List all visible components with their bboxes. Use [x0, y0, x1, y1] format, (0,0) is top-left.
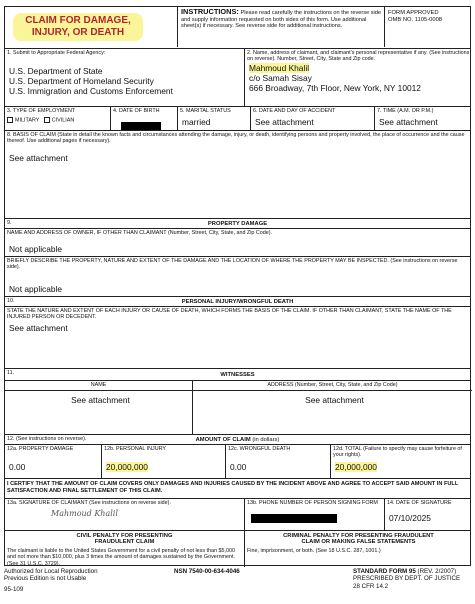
- witness-name-col: [5, 381, 193, 434]
- civilian-checkbox[interactable]: [44, 117, 50, 123]
- phone-label: 13b. PHONE NUMBER OF PERSON SIGNING FORM: [247, 500, 378, 506]
- footer-rev: (REV. 2/2007): [417, 568, 457, 575]
- agency-label: 1. Submit to Appropriate Federal Agency:: [7, 50, 106, 56]
- claim-form: [4, 6, 471, 566]
- claimant-line-2: c/o Samah Sisay: [249, 72, 312, 83]
- claimant-name: Mahmoud Khalil: [249, 62, 310, 73]
- amount-header: [5, 435, 470, 445]
- phone-cell: [245, 499, 385, 530]
- owner-value: Not applicable: [9, 244, 63, 255]
- footer-prev: Previous Edition is not Usable: [4, 575, 87, 583]
- agency-line-3: U.S. Immigration and Customs Enforcement: [9, 86, 173, 97]
- civil-title-1: CIVIL PENALTY FOR PRESENTING: [76, 533, 173, 539]
- amount-num: 12. (See instructions on reverse).: [7, 436, 87, 442]
- accident-date-cell: [251, 107, 375, 130]
- footer-cfr: 28 CFR 14.2: [353, 582, 389, 590]
- marital-cell: [178, 107, 251, 130]
- injury-num: 10.: [7, 298, 15, 304]
- basis-label: 8. BASIS OF CLAIM (State in detail the known facts and circumstances attending the damage, injury, or death, identifying persons and property involved, the place of occurrence and the cause thereof. Use additional pages if necessary).: [7, 132, 465, 145]
- amount-12c-value: 0.00: [230, 462, 247, 473]
- property-owner: [5, 229, 470, 257]
- signature-row: [5, 499, 470, 531]
- describe-label: BRIEFLY DESCRIBE THE PROPERTY, NATURE AND EXTENT OF THE DAMAGE AND THE LOCATION OF WHERE THE PROPERTY MAY BE INSPECTED. (See instructions on reverse side).: [7, 258, 458, 271]
- witness-address-col: [193, 381, 472, 434]
- amount-12c: [226, 445, 331, 478]
- civil-title-2: FRAUDULENT CLAIM: [94, 539, 155, 545]
- amount-12b-label: 12b. PERSONAL INJURY: [104, 446, 167, 452]
- amount-12a-label: 12a. PROPERTY DAMAGE: [7, 446, 74, 452]
- witnesses-num: 11.: [7, 370, 15, 376]
- basis-of-claim: [5, 131, 470, 219]
- military-label: MILITARY: [15, 117, 40, 124]
- footer-code: 95-109: [4, 585, 24, 593]
- footer-sf: STANDARD FORM 95: [353, 568, 416, 575]
- injury-block: [5, 307, 470, 369]
- witness-address-value: See attachment: [305, 395, 364, 405]
- form-header: [5, 7, 470, 49]
- agency-claimant-row: [5, 49, 470, 107]
- amount-12d-value: 20,000,000: [335, 461, 377, 472]
- form-approved-box: [385, 7, 472, 47]
- criminal-title-2: CLAIM OR MAKING FALSE STATEMENTS: [301, 539, 416, 545]
- date-label: 14. DATE OF SIGNATURE: [387, 500, 452, 506]
- claimant-block: [245, 49, 472, 106]
- witnesses-heading: WITNESSES: [220, 372, 255, 378]
- marital-value: married: [182, 117, 211, 128]
- claimant-signature: Mahmoud Khalil: [51, 509, 118, 518]
- dob-label: 4. DATE OF BIRTH: [113, 108, 160, 114]
- employment-label: 3. TYPE OF EMPLOYMENT: [7, 108, 76, 114]
- marital-label: 5. MARITAL STATUS: [180, 108, 231, 114]
- form-title: [7, 9, 177, 45]
- amount-12a-value: 0.00: [9, 462, 26, 473]
- time-label: 7. TIME (A.M. OR P.M.): [377, 108, 434, 114]
- title-line-1: CLAIM FOR DAMAGE,: [25, 15, 131, 26]
- agency-line-1: U.S. Department of State: [9, 66, 103, 77]
- omb-number: OMB NO. 1105-0008: [388, 16, 443, 23]
- penalties-row: [5, 531, 470, 567]
- instructions-title: INSTRUCTIONS:: [181, 7, 239, 16]
- signature-label: 13a. SIGNATURE OF CLAIMANT (See instructions on reverse side).: [7, 500, 171, 506]
- instructions-box: [177, 7, 385, 47]
- amount-12d: [331, 445, 472, 478]
- witness-name-value: See attachment: [71, 395, 130, 405]
- owner-label: NAME AND ADDRESS OF OWNER, IF OTHER THAN CLAIMANT (Number, Street, City, State, and Zip Code).: [7, 230, 273, 236]
- property-heading: PROPERTY DAMAGE: [207, 221, 268, 227]
- dob-redaction: [121, 122, 161, 130]
- amount-12a: [5, 445, 102, 478]
- criminal-title-1: CRIMINAL PENALTY FOR PRESENTING FRAUDULENT: [283, 533, 434, 539]
- military-checkbox[interactable]: [7, 117, 13, 123]
- amount-row: [5, 445, 470, 479]
- dob-cell: [111, 107, 178, 130]
- witnesses-header: [5, 369, 470, 381]
- date-cell: [385, 499, 472, 530]
- employment-cell: [5, 107, 111, 130]
- criminal-text: Fine, imprisonment, or both. (See 18 U.S.C. 287, 1001.): [247, 548, 381, 554]
- basis-value: See attachment: [9, 152, 68, 163]
- footer-auth: Authorized for Local Reproduction: [4, 568, 98, 575]
- witnesses-table: [5, 381, 470, 435]
- amount-12b-value: 20,000,000: [106, 462, 148, 473]
- amount-unit: (in dollars): [252, 437, 280, 443]
- certification: [5, 479, 470, 499]
- property-description: [5, 257, 470, 297]
- certification-text: I CERTIFY THAT THE AMOUNT OF CLAIM COVERS ONLY DAMAGES AND INJURIES CAUSED BY THE INCIDENT ABOVE AND AGREE TO ACCEPT SAID AMOUNT IN FULL SATISFACTION AND FINAL SETTLEMENT OF THIS CLAIM.: [7, 481, 459, 494]
- agency-block: [5, 49, 245, 106]
- injury-value: See attachment: [9, 322, 68, 333]
- phone-redaction: [251, 514, 337, 523]
- accident-label: 6. DATE AND DAY OF ACCIDENT: [253, 108, 336, 114]
- injury-header: [5, 297, 470, 307]
- time-cell: [375, 107, 472, 130]
- time-value: See attachment: [379, 117, 438, 128]
- amount-12c-label: 12c. WRONGFUL DEATH: [228, 446, 291, 452]
- civil-penalty: [5, 531, 245, 567]
- amount-heading: AMOUNT OF CLAIM: [195, 437, 251, 443]
- civilian-label: CIVILIAN: [51, 117, 75, 124]
- amount-12b: [102, 445, 226, 478]
- signature-cell: [5, 499, 245, 530]
- describe-value: Not applicable: [9, 283, 63, 294]
- claimant-line-3: 666 Broadway, 7th Floor, New York, NY 10012: [249, 82, 421, 93]
- injury-heading: PERSONAL INJURY/WRONGFUL DEATH: [181, 299, 294, 305]
- accident-value: See attachment: [255, 117, 314, 128]
- agency-line-2: U.S. Department of Homeland Security: [9, 76, 154, 87]
- footer-nsn: NSN 7540-00-634-4046: [174, 568, 240, 575]
- title-line-2: INJURY, OR DEATH: [31, 27, 125, 38]
- claimant-label: 2. Name, address of claimant, and claimant's personal representative if any. (See instructions on reverse). Number, Street, City, State and Zip code.: [247, 50, 470, 63]
- footer-prescribed: PRESCRIBED BY DEPT. OF JUSTICE: [353, 575, 461, 583]
- date-value: 07/10/2025: [389, 513, 431, 524]
- property-header: [5, 219, 470, 229]
- property-num: 9.: [7, 220, 12, 226]
- injury-label: STATE THE NATURE AND EXTENT OF EACH INJURY OR CAUSE OF DEATH, WHICH FORMS THE BASIS OF THE CLAIM. IF OTHER THAN CLAIMANT, STATE THE NAME OF THE INJURED PERSON OR DECEDENT.: [7, 308, 452, 321]
- witness-address-header: ADDRESS (Number, Street, City, State, and Zip Code): [193, 381, 472, 391]
- witness-name-header: NAME: [5, 381, 192, 391]
- civil-text: The claimant is liable to the United States Government for a civil penalty of not less than $5,000 and not more than $10,000, plus 3 times the amount of damages sustained by the Government. (See 31 U.S.C. 3729).: [7, 548, 236, 567]
- amount-12d-label: 12d. TOTAL (Failure to specify may cause forfeiture of your rights).: [333, 446, 462, 459]
- form-approved-label: FORM APPROVED: [388, 10, 439, 16]
- instructions-text: Please read carefully the instructions on the reverse side and supply information requested on both sides of this form. Use additional sheet(s) if necessary. See reverse side for additional instructions.: [181, 10, 382, 30]
- criminal-penalty: [245, 531, 472, 567]
- details-row: [5, 107, 470, 131]
